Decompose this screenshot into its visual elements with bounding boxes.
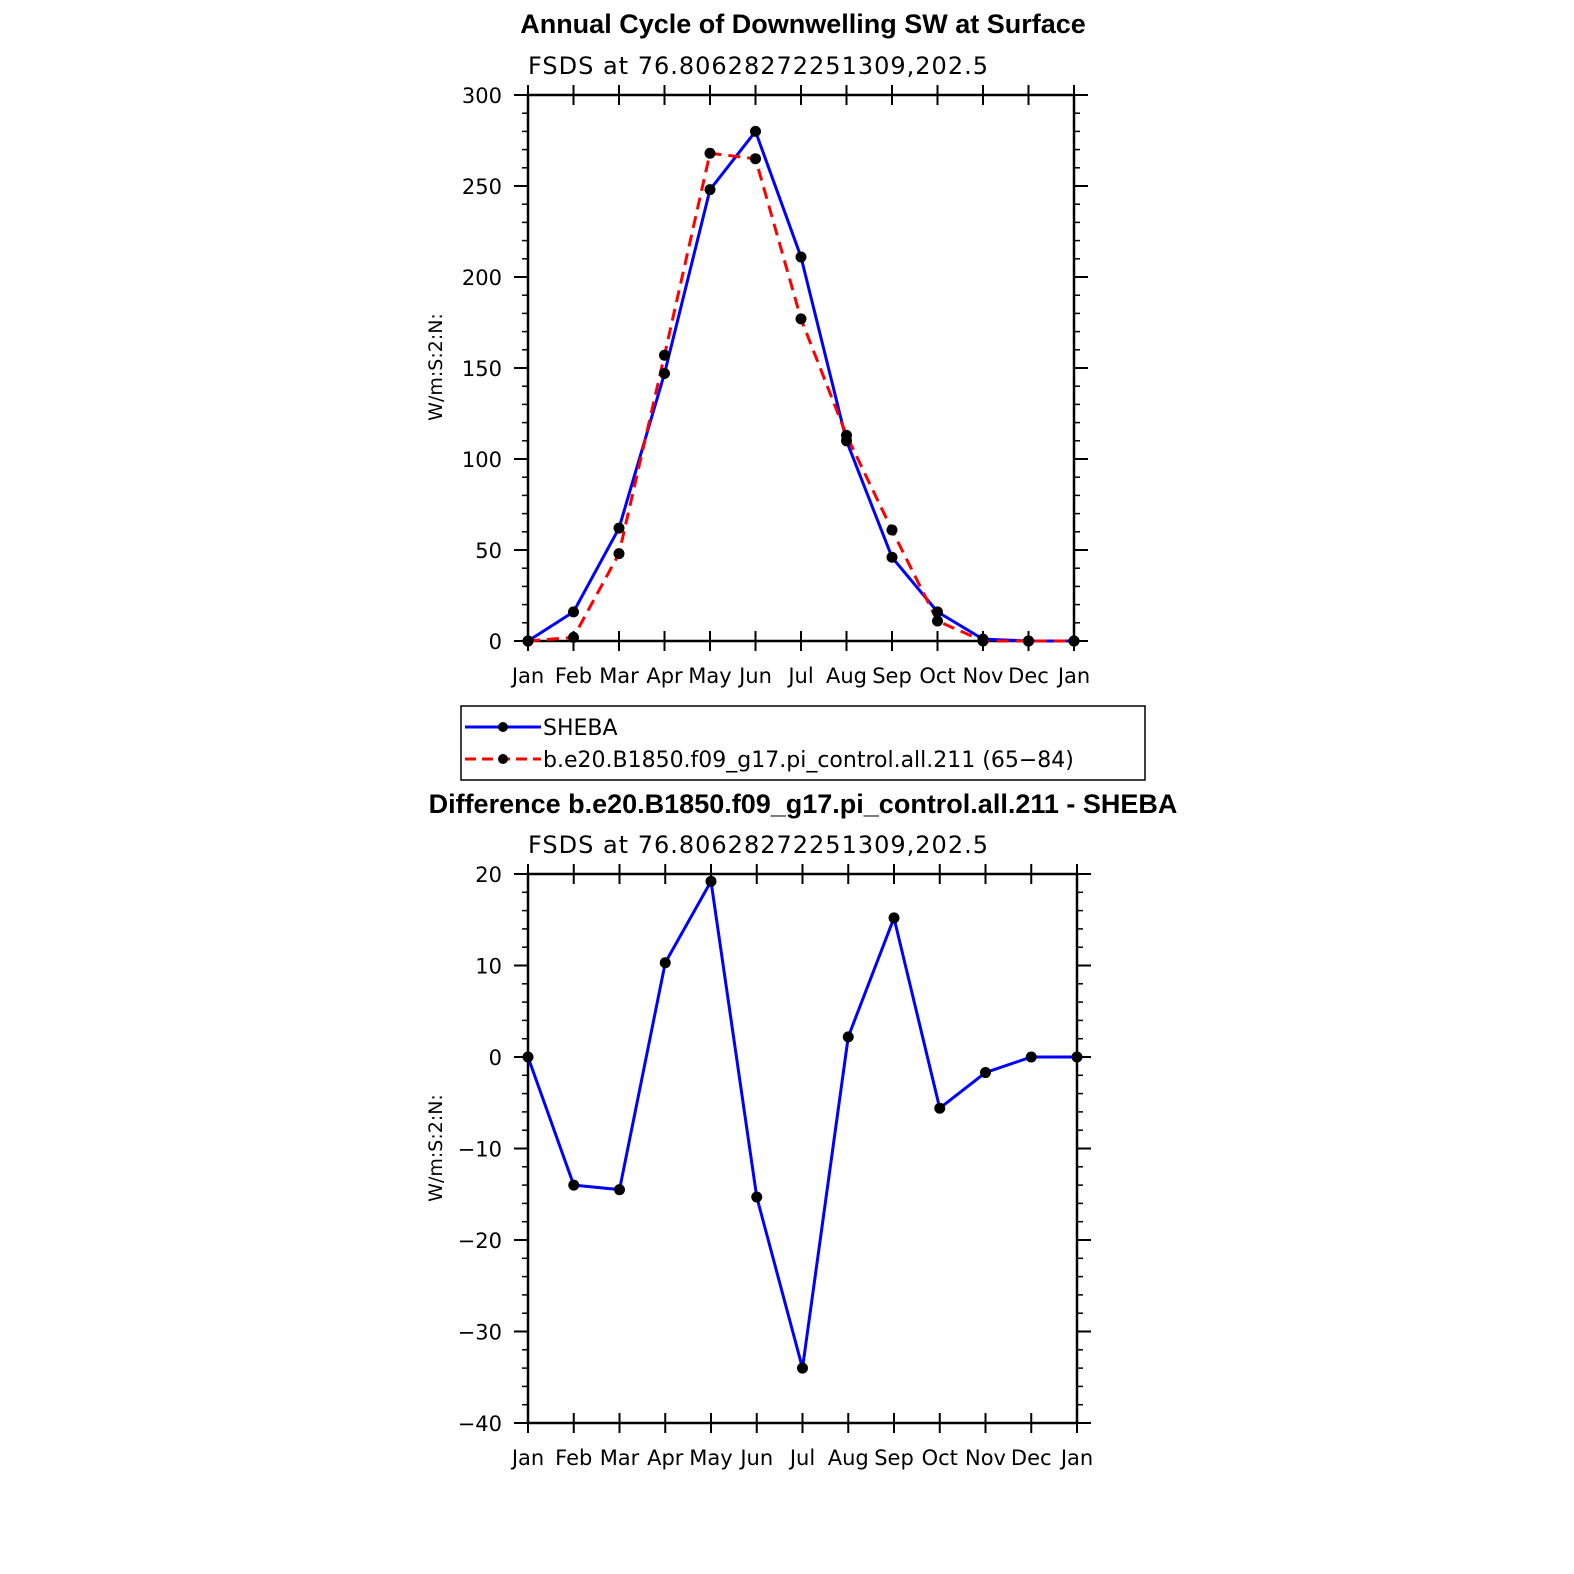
- top-series-1-point: [1069, 636, 1080, 647]
- bottom-series-0-point: [1072, 1052, 1083, 1063]
- legend-marker-sheba: [498, 722, 508, 732]
- bottom-x-tick-label: Jul: [789, 1446, 816, 1470]
- bottom-y-tick-label: −40: [457, 1412, 502, 1436]
- top-series-1-point: [978, 636, 989, 647]
- bottom-x-tick-label: Jan: [1060, 1446, 1094, 1470]
- top-chart-y-axis-label: W/m:S:2:N:: [425, 313, 447, 421]
- top-series-1-point: [614, 548, 625, 559]
- top-x-tick-label: Feb: [554, 664, 593, 688]
- top-x-tick-label: Jan: [511, 664, 545, 688]
- bottom-series-0-point: [843, 1031, 854, 1042]
- legend-marker-model: [498, 754, 508, 764]
- bottom-series-0-point: [980, 1067, 991, 1078]
- top-series-1-point: [705, 148, 716, 159]
- bottom-x-tick-label: Dec: [1010, 1446, 1052, 1470]
- bottom-series-0-point: [797, 1363, 808, 1374]
- legend: [461, 706, 1145, 780]
- top-series-1-point: [887, 524, 898, 535]
- top-chart-subtitle: FSDS at 76.80628272251309,202.5: [528, 52, 989, 80]
- top-series-1-point: [932, 615, 943, 626]
- bottom-series-0-point: [614, 1184, 625, 1195]
- legend-label-model: b.e20.B1850.f09_g17.pi_control.all.211 (65−84): [543, 748, 1074, 773]
- bottom-y-tick-label: 20: [475, 863, 502, 887]
- bottom-series-0-point: [889, 912, 900, 923]
- bottom-series-0-point: [660, 957, 671, 968]
- top-y-tick-label: 150: [461, 357, 502, 381]
- bottom-series-0-line: [528, 881, 1077, 1368]
- top-y-tick-label: 50: [475, 539, 502, 563]
- top-y-tick-label: 100: [461, 448, 502, 472]
- bottom-x-tick-label: Sep: [874, 1446, 914, 1470]
- top-x-tick-label: Mar: [599, 664, 639, 688]
- bottom-chart-title: Difference b.e20.B1850.f09_g17.pi_control.all.211 - SHEBA: [428, 789, 1178, 819]
- top-x-tick-label: Aug: [825, 664, 868, 688]
- top-chart-plot: [462, 84, 1090, 688]
- bottom-y-tick-label: −30: [457, 1320, 502, 1345]
- bottom-y-tick-label: −20: [457, 1229, 502, 1253]
- top-x-tick-label: Jun: [739, 664, 772, 688]
- top-series-1-point: [796, 313, 807, 324]
- top-y-tick-label: 200: [461, 266, 502, 290]
- top-x-tick-label: Dec: [1008, 664, 1049, 688]
- bottom-y-tick-label: 10: [475, 954, 502, 979]
- top-series-0-point: [614, 523, 625, 534]
- bottom-chart-y-axis-label: W/m:S:2:N:: [425, 1094, 447, 1202]
- top-chart-title: Annual Cycle of Downwelling SW at Surface: [520, 9, 1086, 39]
- bottom-series-0-point: [1026, 1052, 1037, 1063]
- top-series-1-point: [1023, 636, 1034, 647]
- bottom-series-0-point: [934, 1103, 945, 1114]
- bottom-y-tick-label: −10: [457, 1137, 502, 1162]
- bottom-x-tick-label: Aug: [827, 1446, 869, 1470]
- top-chart: [425, 9, 1090, 688]
- bottom-series-0-point: [523, 1052, 534, 1063]
- bottom-series-0-point: [568, 1180, 579, 1191]
- top-series-0-line: [528, 131, 1074, 641]
- top-series-1-point: [568, 632, 579, 643]
- top-series-1-point: [750, 153, 761, 164]
- top-series-0-point: [887, 552, 898, 563]
- bottom-x-tick-label: Feb: [555, 1446, 593, 1470]
- top-y-tick-label: 250: [461, 175, 502, 199]
- top-series-1-point: [659, 350, 670, 361]
- top-y-tick-label: 0: [488, 630, 502, 654]
- top-x-tick-label: Jul: [788, 664, 814, 688]
- top-series-0-point: [750, 126, 761, 137]
- top-x-tick-label: Nov: [962, 664, 1004, 688]
- bottom-chart-plot: [458, 863, 1094, 1470]
- top-y-tick-label: 300: [461, 84, 502, 108]
- bottom-series-0-point: [751, 1191, 762, 1202]
- top-series-0-point: [568, 606, 579, 617]
- top-series-1-line: [528, 153, 1074, 641]
- top-x-tick-label: Apr: [646, 664, 683, 688]
- bottom-series-0-point: [706, 876, 717, 887]
- top-x-tick-label: Sep: [872, 664, 912, 688]
- bottom-y-tick-label: 0: [488, 1046, 502, 1070]
- top-series-0-point: [659, 368, 670, 379]
- bottom-x-tick-label: Jun: [740, 1446, 774, 1470]
- bottom-x-tick-label: May: [689, 1446, 733, 1470]
- top-series-1-point: [841, 430, 852, 441]
- legend-label-sheba: SHEBA: [543, 716, 618, 741]
- top-x-tick-label: Oct: [919, 664, 956, 688]
- top-series-0-point: [705, 184, 716, 195]
- bottom-x-tick-label: Mar: [599, 1446, 640, 1470]
- bottom-x-tick-label: Jan: [511, 1446, 545, 1470]
- top-plot-frame: [528, 95, 1074, 641]
- top-x-tick-label: Jan: [1057, 664, 1091, 688]
- bottom-chart-subtitle: FSDS at 76.80628272251309,202.5: [528, 831, 989, 859]
- top-series-1-point: [523, 636, 534, 647]
- bottom-x-tick-label: Nov: [965, 1446, 1006, 1470]
- top-series-0-point: [796, 251, 807, 262]
- top-x-tick-label: May: [688, 664, 732, 688]
- bottom-plot-frame: [528, 874, 1077, 1423]
- bottom-x-tick-label: Apr: [647, 1446, 684, 1470]
- bottom-chart: [425, 789, 1177, 1470]
- bottom-x-tick-label: Oct: [921, 1446, 958, 1470]
